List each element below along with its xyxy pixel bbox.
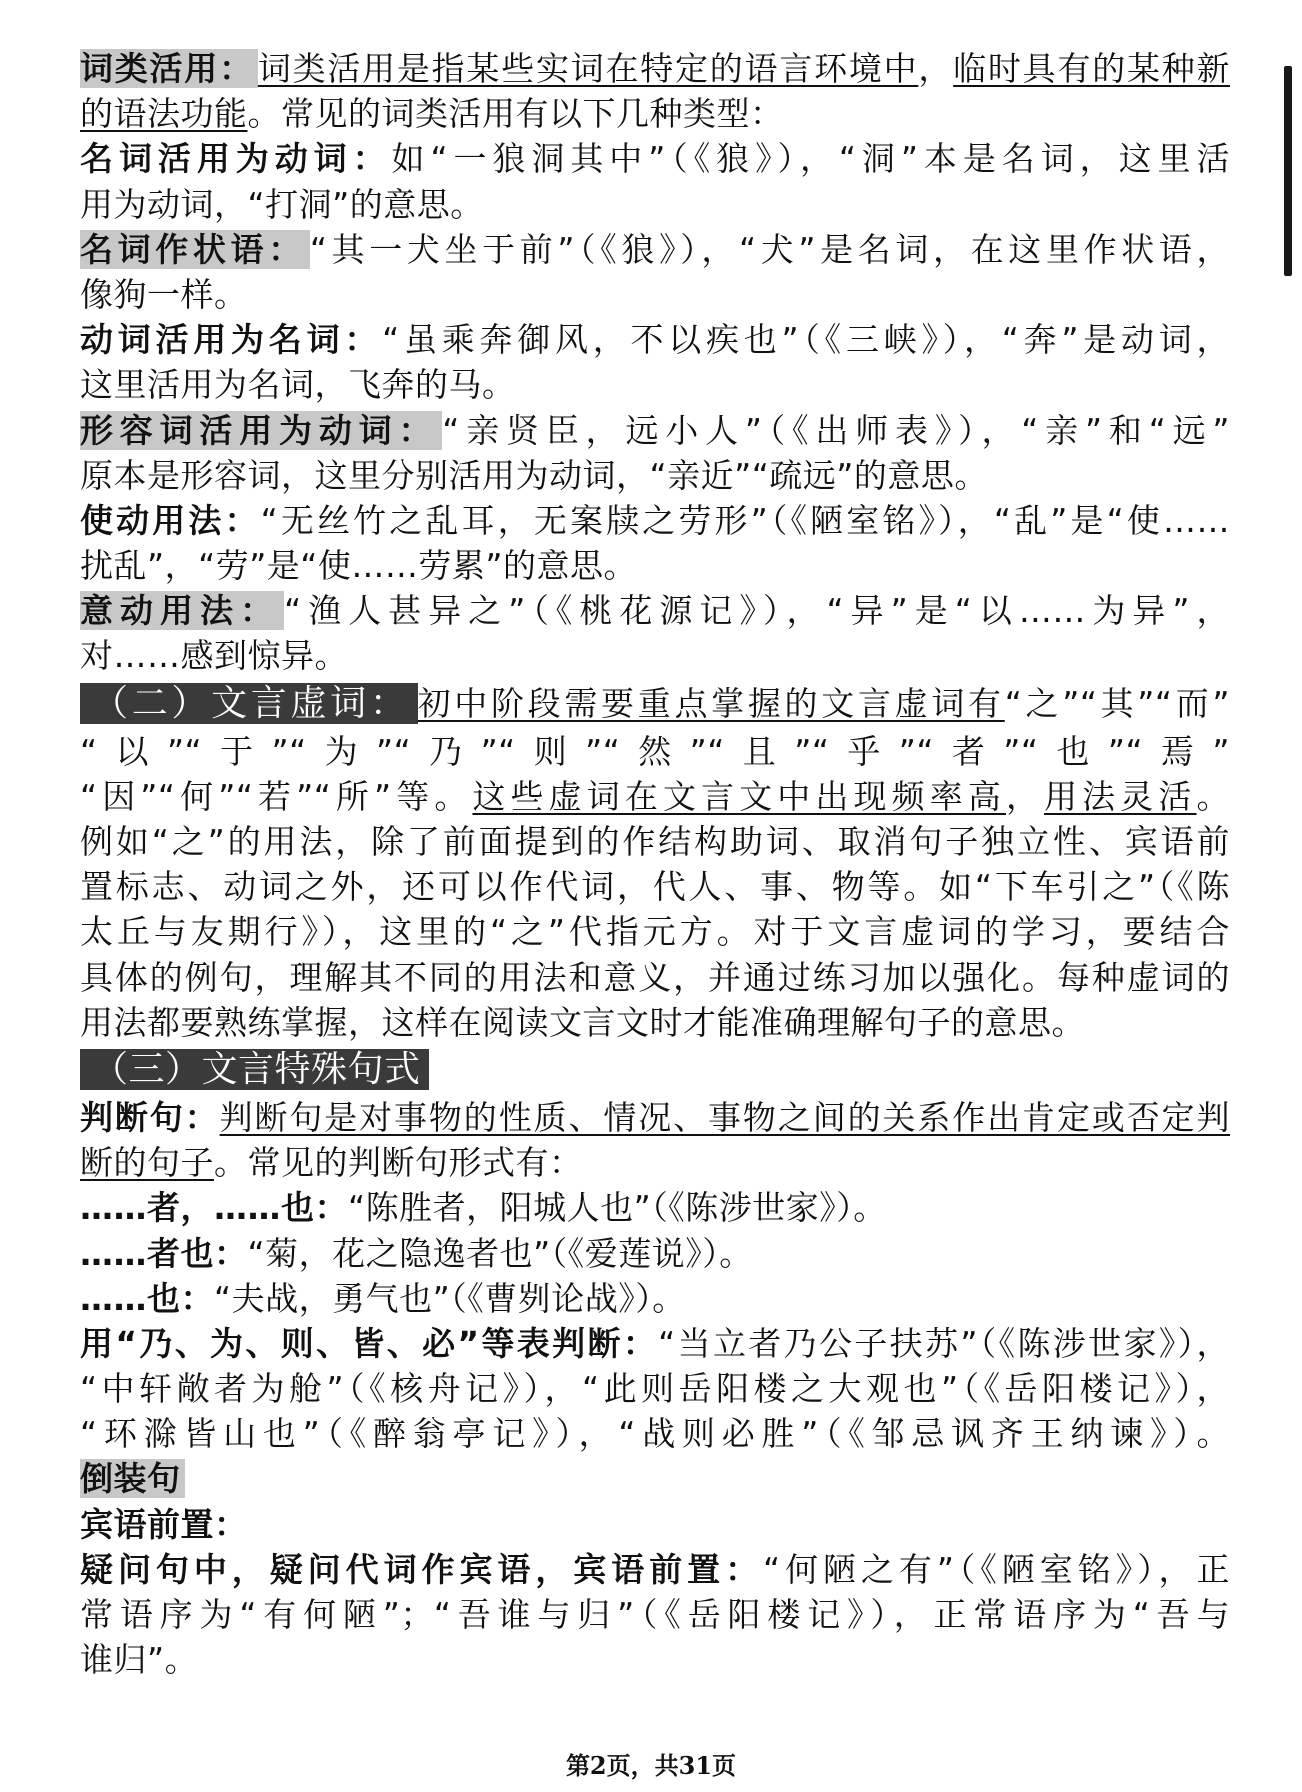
para-line-33 xyxy=(80,1502,1230,1547)
text: ， xyxy=(1005,776,1045,816)
term-label: 使动用法： xyxy=(80,500,261,540)
scrollbar[interactable] xyxy=(1284,66,1292,276)
section-title: （二）文言虚词： xyxy=(80,683,418,724)
text: “无丝竹之乱耳，无案牍之劳形”（《陋室铭》），“乱”是“使…… xyxy=(260,500,1230,540)
text: “渔人甚异之”（《桃花源记》），“异”是“以……为异”， xyxy=(284,591,1230,631)
section-heading-3 xyxy=(80,1047,1230,1093)
term-label: 倒装句 xyxy=(80,1459,185,1498)
para-line-20: 太丘与友期行》），这里的“之”代指元方。对于文言虚词的学习，要结合 xyxy=(80,912,1230,952)
text: 。 xyxy=(1196,776,1230,816)
para-line-30: “中轩敞者为舱”（《核舟记》），“此则岳阳楼之大观也”（《岳阳楼记》）， xyxy=(80,1369,1230,1409)
term-label: 名词作状语： xyxy=(80,230,310,269)
text: “陈胜者，阳城人也”（《陈涉世家》）。 xyxy=(348,1188,887,1228)
term-label: 词类活用： xyxy=(80,49,258,88)
para-line-13 xyxy=(80,588,1230,633)
para-line-12: 扰乱”，“劳”是“使……劳累”的意思。 xyxy=(80,546,637,586)
text: “亲贤臣，远小人”（《出师表》），“亲”和“远” xyxy=(442,410,1230,450)
section-title: （三）文言特殊句式 xyxy=(80,1049,429,1090)
text: “之”“其”“而” xyxy=(1004,683,1230,723)
term-label: 疑问句中，疑问代词作宾语，宾语前置： xyxy=(80,1549,764,1589)
para-line-36: 谁归”。 xyxy=(80,1640,199,1680)
underlined-text: 词类活用是指某些实词在特定的语言环境中 xyxy=(257,49,919,88)
text: “其一犬坐于前”（《狼》），“犬”是名词，在这里作状语， xyxy=(309,229,1230,269)
text: 如“一狼洞其中”（《狼》），“洞”本是名词，这里活 xyxy=(391,139,1230,179)
page-number: 第2页，共31页 xyxy=(565,1751,737,1780)
para-line-25 xyxy=(80,1140,1230,1185)
term-label: 宾语前置： xyxy=(80,1504,248,1544)
para-line-17 xyxy=(80,774,1230,819)
para-line-2 xyxy=(80,91,1230,136)
para-line-28 xyxy=(80,1276,1230,1321)
para-line-8: 这里活用为名词，飞奔的马。 xyxy=(80,365,516,405)
para-line-32 xyxy=(80,1456,1230,1501)
term-label: 判断句： xyxy=(80,1097,220,1137)
text: “虽乘奔御风，不以疾也”（《三峡》），“奔”是动词， xyxy=(382,320,1230,360)
text: 。常见的判断句形式有： xyxy=(214,1143,583,1183)
para-line-19: 置标志、动词之外，还可以作代词，代人、事、物等。如“下车引之”（《陈 xyxy=(80,867,1230,907)
para-line-24 xyxy=(80,1095,1230,1140)
underlined-text: 用法灵活 xyxy=(1044,776,1197,816)
text: “当立者乃公子扶苏”（《陈涉世家》）， xyxy=(658,1323,1230,1363)
para-line-35: 常语序为“有何陋”；“吾谁与归”（《岳阳楼记》），正常语序为“吾与 xyxy=(80,1595,1230,1634)
para-line-26 xyxy=(80,1185,1230,1230)
term-label: ……也： xyxy=(80,1278,214,1318)
underlined-text: 这些虚词在文言文中出现频率高 xyxy=(472,776,1006,816)
para-line-29 xyxy=(80,1321,1230,1366)
term-label: 名词活用为动词： xyxy=(80,139,392,179)
term-label: 用“乃、为、则、皆、必”等表判断： xyxy=(80,1323,659,1363)
term-label: ……者，……也： xyxy=(80,1188,348,1228)
text: “菊，花之隐逸者也”（《爱莲说》）。 xyxy=(247,1233,753,1273)
underlined-text: 临时具有的某种新 xyxy=(953,49,1230,88)
para-line-6: 像狗一样。 xyxy=(80,274,248,314)
para-line-22: 用法都要熟练掌握，这样在阅读文言文时才能准确理解句子的意思。 xyxy=(80,1002,1085,1042)
para-line-5 xyxy=(80,227,1230,272)
text: “因”“何”“若”“所”等。 xyxy=(80,776,473,816)
para-line-31: “环滁皆山也”（《醉翁亭记》），“战则必胜”（《邹忌讽齐王纳谏》）。 xyxy=(80,1414,1230,1454)
para-line-3 xyxy=(80,136,1230,181)
text: 。常见的词类活用有以下几种类型： xyxy=(247,94,784,134)
text: “夫战，勇气也”（《曹刿论战》）。 xyxy=(214,1278,686,1318)
underlined-text: 断的句子 xyxy=(80,1143,214,1183)
para-line-9 xyxy=(80,408,1230,453)
para-line-16: “以”“于”“为”“乃”“则”“然”“且”“乎”“者”“也”“焉” xyxy=(80,731,1230,771)
term-label: 意动用法： xyxy=(80,591,284,630)
document-page xyxy=(80,46,1230,1682)
section-heading-2 xyxy=(80,681,1230,727)
term-label: 形容词活用为动词： xyxy=(80,411,442,450)
para-line-10: 原本是形容词，这里分别活用为动词，“亲近”“疏远”的意思。 xyxy=(80,455,988,495)
underlined-text: 的语法功能 xyxy=(80,94,248,134)
text: ， xyxy=(918,49,954,88)
para-line-18: 例如“之”的用法，除了前面提到的作结构助词、取消句子独立性、宾语前 xyxy=(80,822,1230,861)
para-line-21: 具体的例句，理解其不同的用法和意义，并通过练习加以强化。每种虚词的 xyxy=(80,957,1230,997)
para-line-11 xyxy=(80,498,1230,543)
para-line-7 xyxy=(80,317,1230,362)
term-label: 动词活用为名词： xyxy=(80,320,383,360)
para-line-27 xyxy=(80,1231,1230,1276)
para-line-14: 对……感到惊异。 xyxy=(80,636,348,676)
text: “何陋之有”（《陋室铭》），正 xyxy=(763,1549,1230,1589)
para-line-34 xyxy=(80,1547,1230,1592)
underlined-text: 初中阶段需要重点掌握的文言虚词有 xyxy=(417,683,1005,723)
para-line-4: 用为动词，“打洞”的意思。 xyxy=(80,184,484,224)
term-label: ……者也： xyxy=(80,1233,248,1273)
underlined-text: 判断句是对事物的性质、情况、事物之间的关系作出肯定或否定判 xyxy=(219,1097,1230,1137)
para-line-1 xyxy=(80,46,1230,91)
